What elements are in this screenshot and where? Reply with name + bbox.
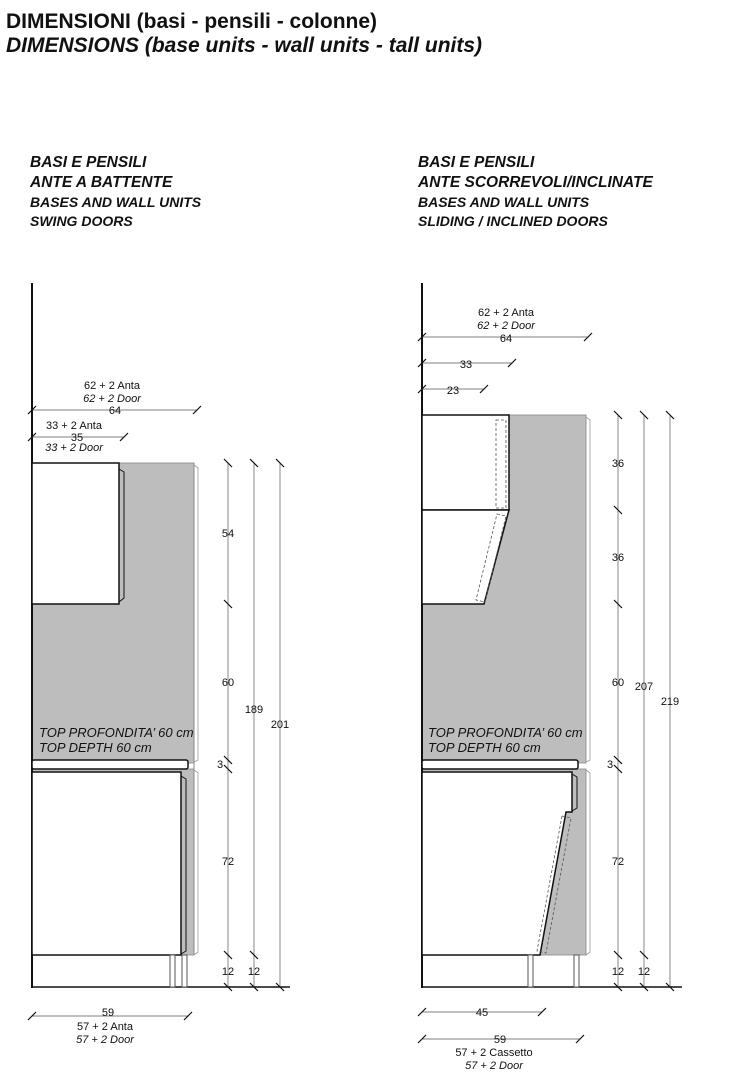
left-dim-59-label: 59 bbox=[101, 1007, 115, 1019]
left-heading-en-1: BASES AND WALL UNITS bbox=[30, 194, 202, 210]
right-column-edge-low bbox=[586, 770, 590, 955]
right-heading-en-1: BASES AND WALL UNITS bbox=[418, 194, 590, 210]
right-vdim-207: 207 bbox=[634, 681, 654, 693]
left-dim-64-label: 64 bbox=[108, 405, 122, 417]
right-vdim-12b: 12 bbox=[637, 966, 651, 978]
left-dim-33-label-a: 33 + 2 Anta bbox=[46, 420, 102, 432]
left-dim-top-label-a: 62 + 2 Anta bbox=[84, 380, 140, 392]
right-vdim-3: 3 bbox=[606, 759, 614, 771]
right-top-depth-en: TOP DEPTH 60 cm bbox=[428, 740, 541, 755]
right-heading-en-2: SLIDING / INCLINED DOORS bbox=[418, 213, 608, 229]
left-dim-57-label-b: 57 + 2 Door bbox=[76, 1034, 134, 1046]
right-dim-57-label-a: 57 + 2 Cassetto bbox=[455, 1047, 533, 1059]
right-heading-it-1: BASI E PENSILI bbox=[418, 154, 535, 171]
left-vdim-201: 201 bbox=[270, 719, 290, 731]
page-title: DIMENSIONI (basi - pensili - colonne) bbox=[6, 10, 378, 33]
left-top-depth-it: TOP PROFONDITA’ 60 cm bbox=[39, 725, 194, 740]
right-dim-33-label: 33 bbox=[459, 359, 473, 371]
right-countertop bbox=[422, 760, 578, 769]
left-vdim-3: 3 bbox=[216, 759, 224, 771]
left-vdim-54: 54 bbox=[221, 528, 235, 540]
right-vdim-72: 72 bbox=[611, 856, 625, 868]
right-dim-59-label: 59 bbox=[493, 1034, 507, 1046]
left-heading-en-2: SWING DOORS bbox=[30, 213, 133, 229]
left-dim-top-label-b: 62 + 2 Door bbox=[83, 393, 141, 405]
right-dim-top-label-a: 62 + 2 Anta bbox=[478, 307, 534, 319]
left-dim-33-label-b: 33 + 2 Door bbox=[45, 442, 103, 454]
left-vdim-60: 60 bbox=[221, 677, 235, 689]
page-subtitle: DIMENSIONS (base units - wall units - tall units) bbox=[6, 34, 483, 57]
right-dim-64-label: 64 bbox=[499, 333, 513, 345]
left-heading-it-1: BASI E PENSILI bbox=[30, 154, 147, 171]
right-vdim-36a: 36 bbox=[611, 458, 625, 470]
right-vdim-60: 60 bbox=[611, 677, 625, 689]
right-dim-23-label: 23 bbox=[446, 385, 460, 397]
left-dim-35-label: 35 bbox=[70, 432, 84, 444]
left-vdim-12b: 12 bbox=[247, 966, 261, 978]
right-dim-57-label-b: 57 + 2 Door bbox=[465, 1060, 523, 1072]
right-heading-it-2: ANTE SCORREVOLI/INCLINATE bbox=[418, 174, 653, 191]
right-top-depth-it: TOP PROFONDITA’ 60 cm bbox=[428, 725, 583, 740]
right-vdim-219: 219 bbox=[660, 696, 680, 708]
left-top-depth-en: TOP DEPTH 60 cm bbox=[39, 740, 152, 755]
right-leg bbox=[528, 955, 533, 987]
right-vdim-36b: 36 bbox=[611, 552, 625, 564]
left-vdim-12a: 12 bbox=[221, 966, 235, 978]
right-vdim-12a: 12 bbox=[611, 966, 625, 978]
right-column-edge bbox=[586, 417, 590, 762]
left-vdim-72: 72 bbox=[221, 856, 235, 868]
right-dim-top-label-b: 62 + 2 Door bbox=[477, 320, 535, 332]
left-heading-it-2: ANTE A BATTENTE bbox=[30, 174, 173, 191]
right-leg-2 bbox=[574, 955, 579, 987]
left-vdim-189: 189 bbox=[244, 704, 264, 716]
right-dim-45-label: 45 bbox=[475, 1007, 489, 1019]
left-dim-57-label-a: 57 + 2 Anta bbox=[77, 1021, 133, 1033]
